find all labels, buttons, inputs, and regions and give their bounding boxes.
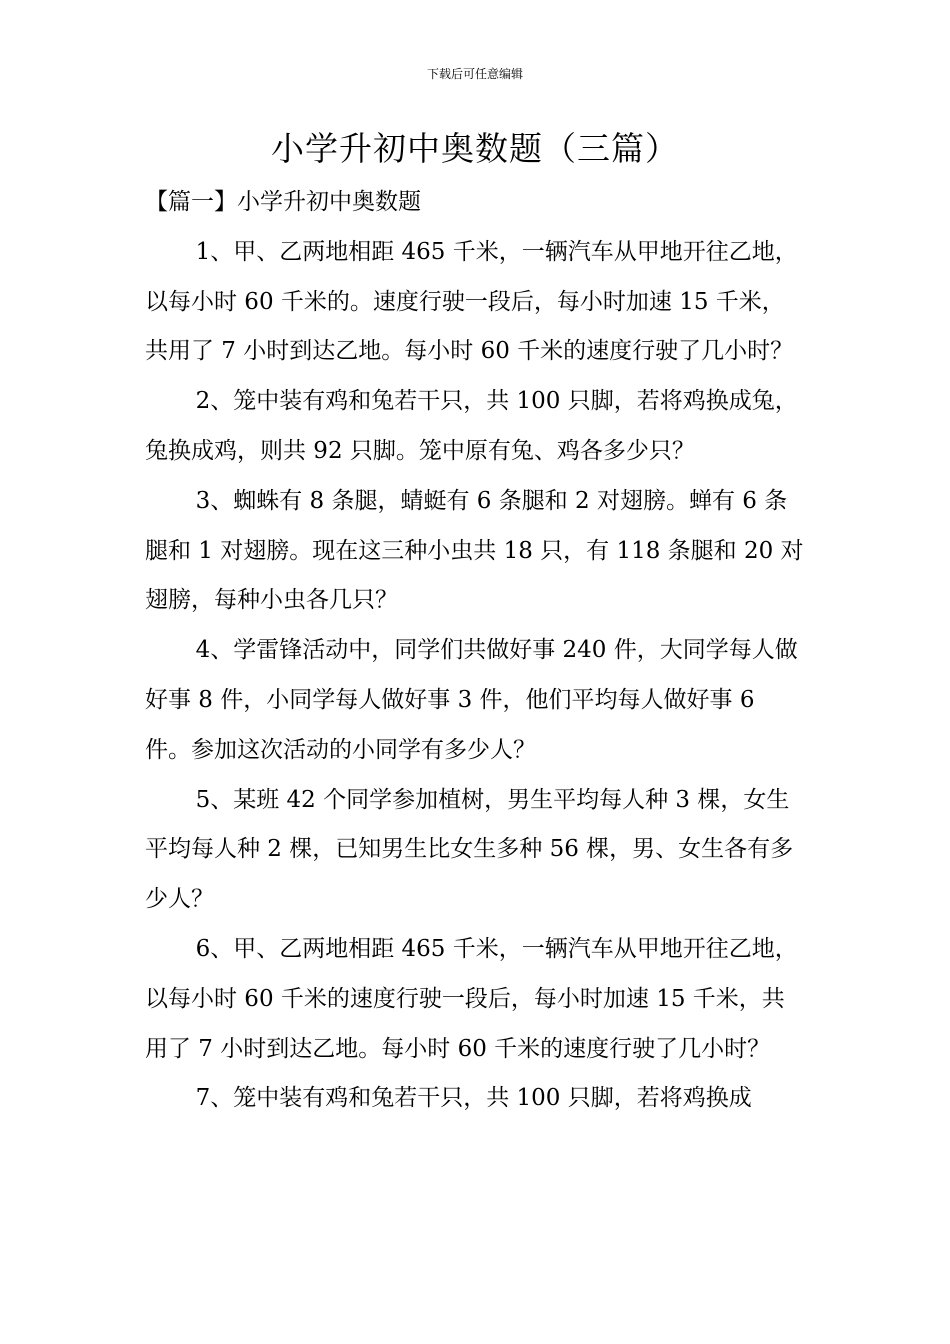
document-body — [145, 178, 807, 1124]
problem-5: 5、某班 42 个同学参加植树，男生平均每人种 3 棵，女生平均每人种 2 棵，已知男生比女生多种 56 棵，男、女生各有多少人？ — [145, 786, 794, 913]
problem-6: 6、甲、乙两地相距 465 千米，一辆汽车从甲地开往乙地，以每小时 60 千米的速度行驶一段后，每小时加速 15 千米，共用了 7 小时到达乙地。每小时 60 千米的速度行驶了几小时？ — [145, 935, 798, 1062]
problem-1: 1、甲、乙两地相距 465 千米，一辆汽车从甲地开往乙地，以每小时 60 千米的。速度行驶一段后，每小时加速 15 千米，共用了 7 小时到达乙地。每小时 60 千米的速度行驶了几小时？ — [145, 238, 798, 365]
header-note: 下载后可任意编辑 — [426, 67, 523, 81]
problem-7: 7、笼中装有鸡和兔若干只，共 100 只脚，若将鸡换成 — [195, 1085, 752, 1112]
problem-3: 3、蜘蛛有 8 条腿，蜻蜓有 6 条腿和 2 对翅膀。蝉有 6 条腿和 1 对翅膀。现在这三种小虫共 18 只，有 118 条腿和 20 对翅膀，每种小虫各几只？ — [145, 487, 804, 614]
problem-2: 2、笼中装有鸡和兔若干只，共 100 只脚，若将鸡换成兔，兔换成鸡，则共 92 只脚。笼中原有兔、鸡各多少只？ — [145, 388, 798, 464]
problem-4: 4、学雷锋活动中，同学们共做好事 240 件，大同学每人做好事 8 件，小同学每人做好事 3 件，他们平均每人做好事 6 件。参加这次活动的小同学有多少人？ — [145, 637, 798, 763]
section-heading: 【篇一】小学升初中奥数题 — [145, 189, 421, 215]
document-title: 小学升初中奥数题（三篇） — [271, 129, 679, 168]
